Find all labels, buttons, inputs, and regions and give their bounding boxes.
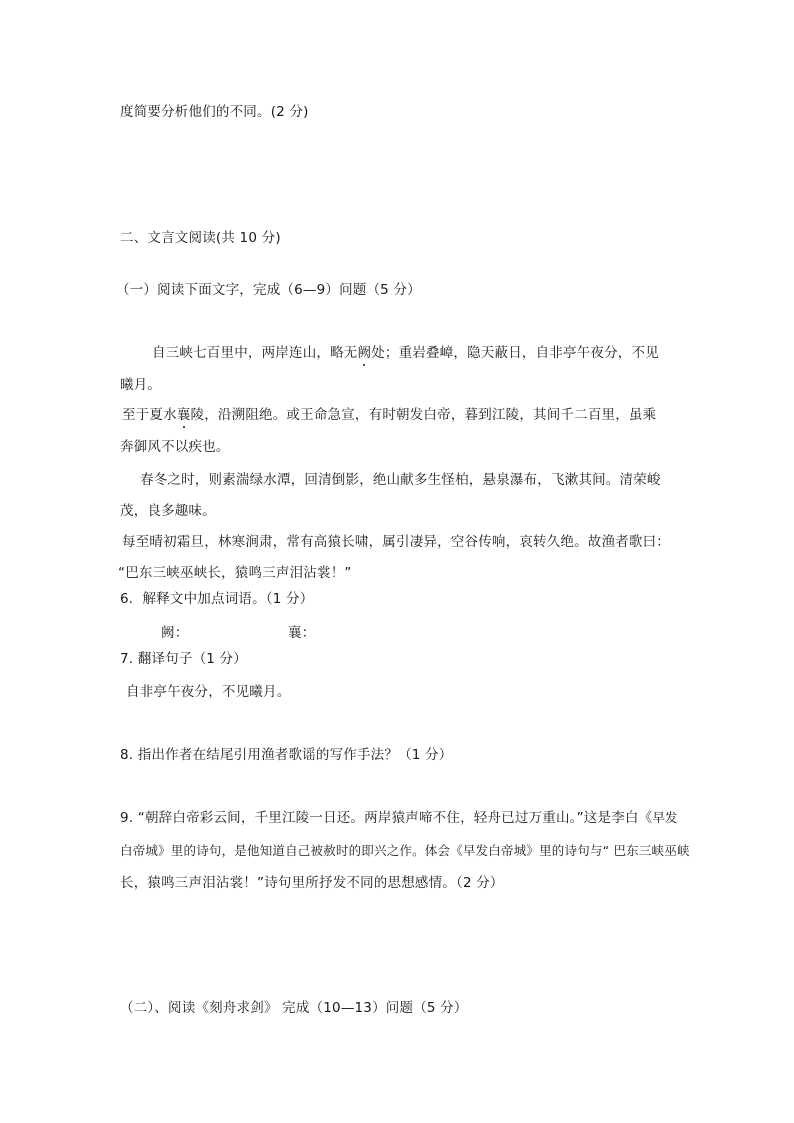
part-one-heading: （一）阅读下面文字，完成（6—9）问题（5 分） — [116, 282, 421, 298]
passage-p3-line2: 茂，良多趣味。 — [120, 503, 216, 519]
passage-p4-line1: 每至晴初霜旦，林寒涧肃，常有高猿长啸，属引凄异，空谷传响，哀转久绝。故渔者歌曰： — [122, 534, 670, 550]
dotted-word-xiang: 襄 — [176, 407, 191, 423]
part-two-heading: （二）、阅读《刻舟求剑》 完成（10—13）问题（5 分） — [120, 1000, 468, 1016]
question-9-text: 9. “朝辞白帝彩云间，千里江陵一日还。两岸猿声啼不住，轻舟已过万重山。”这是李白《 — [120, 810, 653, 826]
passage-text: 陵，沿溯阻绝。或王命急宣，有时朝发白帝，暮到江陵，其间千二百里，虽乘 — [190, 407, 657, 423]
passage-p1-line2: 曦月。 — [120, 377, 162, 393]
question-9-line3: 长，猿鸣三声泪沾裳！”诗句里所抒发不同的思想感情。（2 分） — [120, 875, 504, 891]
passage-p2-line1 — [122, 405, 656, 425]
question-6-term-xiang: 襄： — [288, 625, 316, 641]
question-7-prompt: 7. 翻译句子（1 分） — [120, 651, 247, 667]
question-6-prompt: 6．解释文中加点词语。（1 分） — [120, 591, 314, 607]
passage-p1-line1 — [152, 343, 659, 363]
question-6-term-que: 阙： — [161, 625, 189, 641]
question-7-sentence: 自非亭午夜分，不见曦月。 — [126, 684, 291, 700]
question-fragment: 度简要分析他们的不同。(2 分) — [120, 104, 309, 120]
passage-p3-line1: 春冬之时，则素湍绿水潭，回清倒影，绝山献多生怪柏，悬泉瀑布，飞漱其间。清荣峻 — [140, 472, 661, 488]
passage-p2-line2: 奔御风不以疾也。 — [120, 439, 230, 455]
question-9-line1 — [120, 808, 678, 828]
passage-p4-line2: “巴东三峡巫峡长，猿鸣三声泪沾裳！” — [118, 565, 352, 581]
passage-text: 自三峡七百里中，两岸连山，略无 — [152, 345, 358, 361]
dotted-word-que: 阙 — [357, 345, 372, 361]
question-9-text: 早发 — [652, 810, 678, 825]
passage-text: 至于夏水 — [122, 407, 177, 423]
question-8-prompt: 8. 指出作者在结尾引用渔者歌谣的写作手法？（1 分） — [120, 747, 453, 763]
passage-text: 处；重岩叠嶂，隐天蔽日，自非亭午夜分，不见 — [371, 345, 659, 361]
question-9-line2: 白帝城》里的诗句，是他知道自己被赦时的即兴之作。体会《早发白帝城》里的诗句与“ 巴东三峡巫峡 — [120, 843, 690, 858]
section-title: 二、文言文阅读(共 10 分) — [120, 230, 281, 246]
